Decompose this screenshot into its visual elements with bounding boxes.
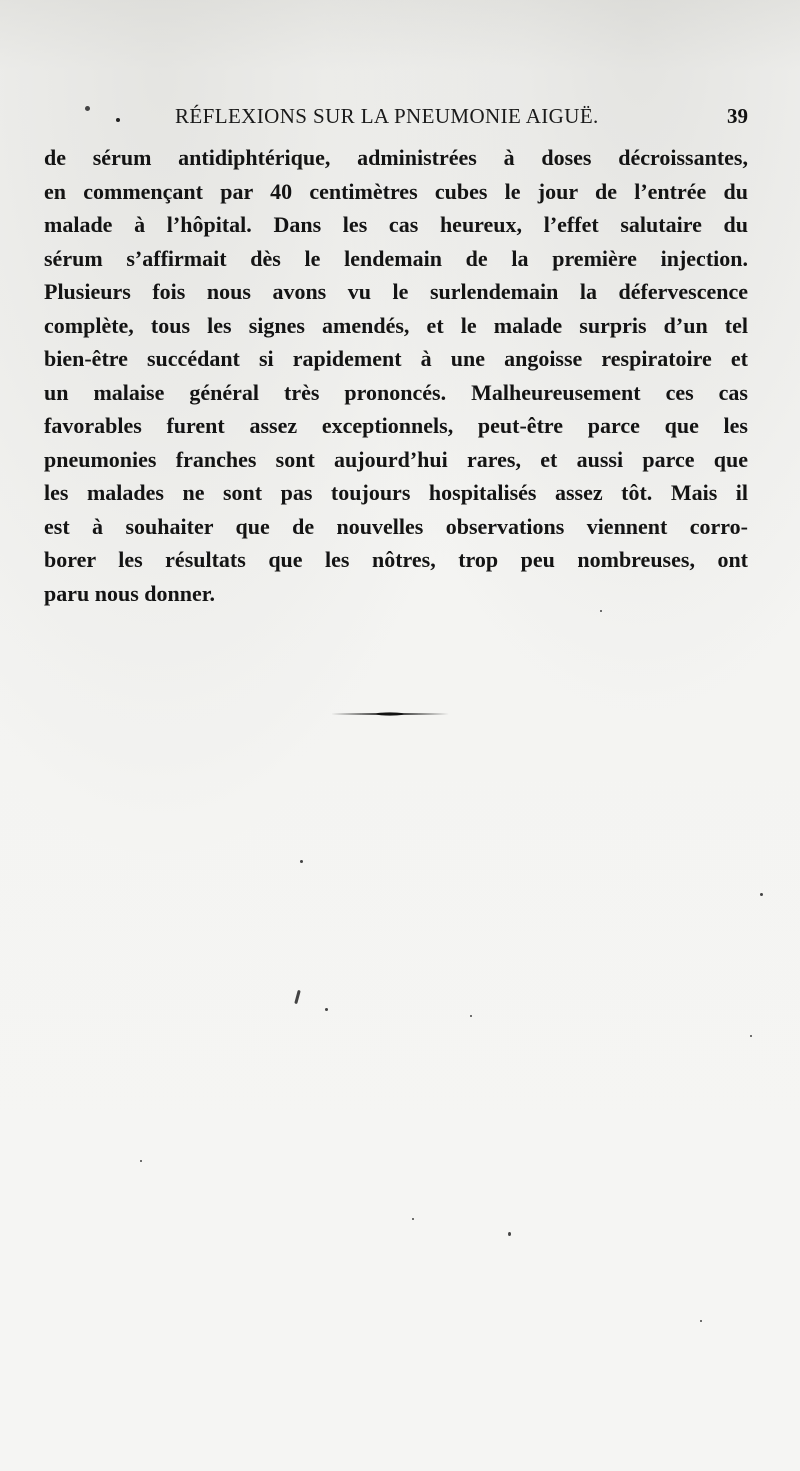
running-head: RÉFLEXIONS SUR LA PNEUMONIE AIGUË.: [175, 104, 599, 128]
page-header: [44, 104, 748, 134]
scan-speck: [470, 1015, 472, 1017]
text-line: bien-être succédant si rapidement à une angoisse respiratoire et: [44, 346, 748, 371]
scan-speck: [700, 1320, 702, 1322]
text-line: paru nous donner.: [44, 580, 215, 606]
text-line: malade à l’hôpital. Dans les cas heureux, l’effet salutaire du: [44, 212, 748, 237]
scan-speck: [294, 990, 301, 1004]
text-line: en commençant par 40 centimètres cubes le jour de l’entrée du: [44, 178, 748, 204]
page-number: 39: [727, 104, 748, 128]
text-line: borer les résultats que les nôtres, trop peu nombreuses, ont: [44, 547, 748, 572]
scan-speck: [750, 1035, 752, 1037]
text-line: un malaise général très prononcés. Malheureusement ces cas: [44, 379, 748, 405]
text-line: complète, tous les signes amendés, et le malade surpris d’un tel: [44, 312, 748, 338]
section-end-rule-icon: [331, 711, 449, 717]
text-line: pneumonies franches sont aujourd’hui rares, et aussi parce que: [44, 446, 748, 472]
scan-speck: [760, 893, 763, 896]
text-line: est à souhaiter que de nouvelles observations viennent corro-: [44, 513, 748, 539]
scan-speck: [600, 610, 602, 612]
body-paragraph: [44, 141, 748, 610]
scan-speck: [508, 1232, 511, 1236]
text-line: les malades ne sont pas toujours hospitalisés assez tôt. Mais il: [44, 480, 748, 505]
header-dot: [116, 118, 120, 122]
text-line: de sérum antidiphtérique, administrées à doses décroissantes,: [44, 145, 748, 170]
scan-speck: [300, 860, 303, 863]
text-line: sérum s’affirmait dès le lendemain de la première injection.: [44, 245, 748, 271]
text-line: Plusieurs fois nous avons vu le surlendemain la défervescence: [44, 279, 748, 304]
scan-speck: [140, 1160, 142, 1162]
text-line: favorables furent assez exceptionnels, peut-être parce que les: [44, 413, 748, 438]
scan-speck: [412, 1218, 414, 1220]
scan-speck: [325, 1008, 328, 1011]
